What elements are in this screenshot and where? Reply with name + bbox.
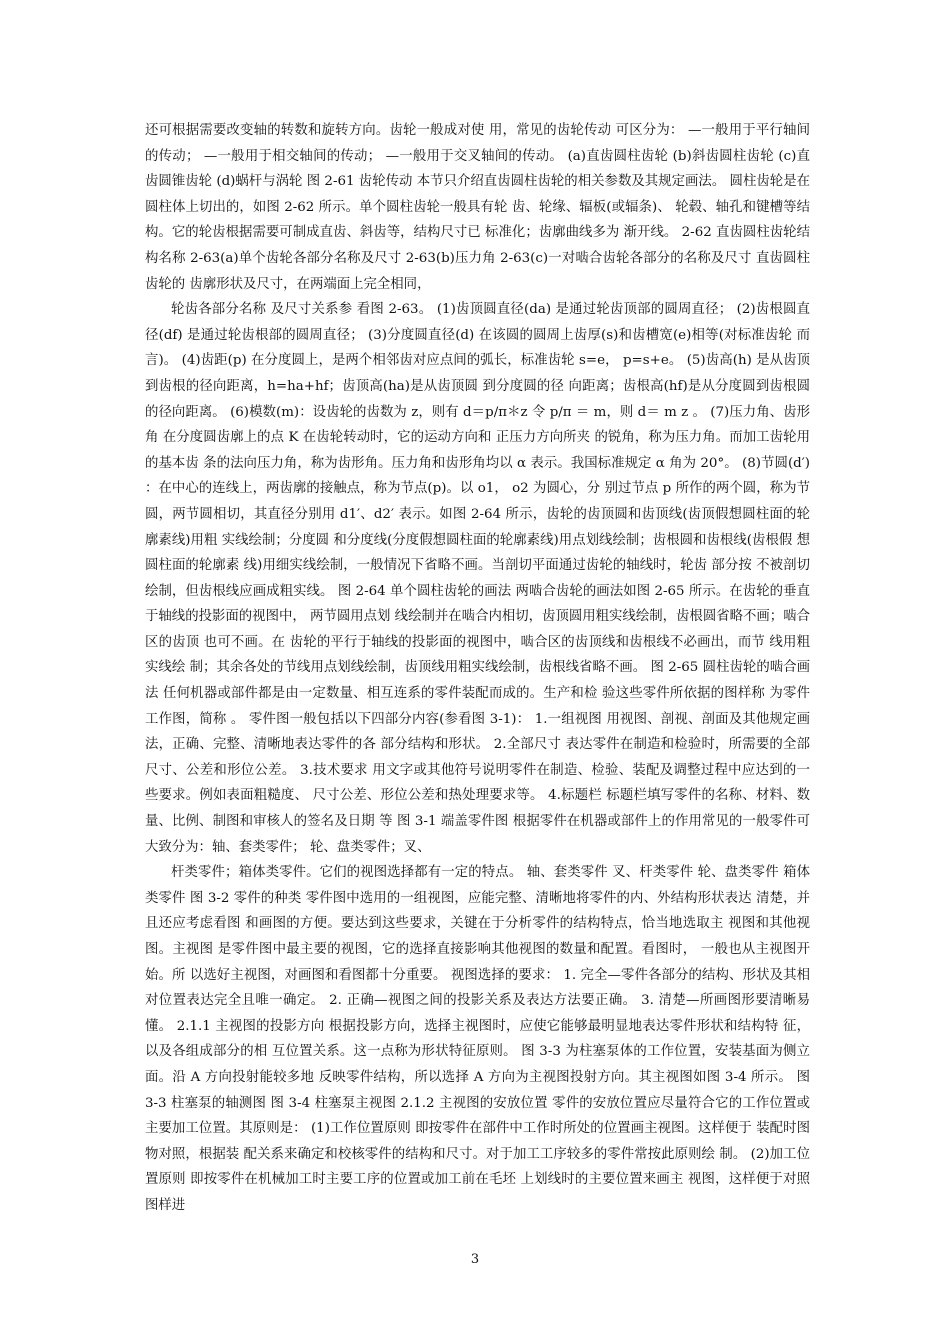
- page-number: 3: [470, 1252, 480, 1267]
- paragraph-3: 杆类零件；箱体类零件。它们的视图选择都有一定的特点。 轴、套类零件 叉、杆类零件 轮、盘类零件 箱体类零件 图 3-2 零件的种类 零件图中选用的一组视图，应能完整、清晰地将零件的内、外结构形状表达 清楚，并且还应考虑看图 和画图的方便。要达到这些要求，关键在于分析零件的结构特点，恰当地选取主 视图和其他视图。主视图 是零件图中最主要的视图，它的选择直接影响其他视图的数量和配置。看图时， 一般也从主视图开始。所 以选好主视图，对画图和看图都十分重要。 视图选择的要求： 1. 完全—零件各部分的结构、形状及其相对位置表达完全且唯一确定。 2. 正确—视图之间的投影关系及表达方法要正确。 3. 清楚—所画图形要清晰易懂。 2.1.1 主视图的投影方向 根据投影方向，选择主视图时，应使它能够最明显地表达零件形状和结构特 征，以及各组成部分的相 互位置关系。这一点称为形状特征原则。 图 3-3 为柱塞泵体的工作位置，安装基面为侧立面。沿 A 方向投射能较多地 反映零件结构，所以选择 A 方向为主视图投射方向。其主视图如图 3-4 所示。 图 3-3 柱塞泵的轴测图 图 3-4 柱塞泵主视图 2.1.2 主视图的安放位置 零件的安放位置应尽量符合它的工作位置或主要加工位置。其原则是： (1)工作位置原则 即按零件在部件中工作时所处的位置画主视图。这样便于 装配时图物对照，根据装 配关系来确定和校核零件的结构和尺寸。对于加工工序较多的零件常按此原则绘 制。 (2)加工位置原则 即按零件在机械加工时主要工序的位置或加工前在毛坯 上划线时的主要位置来画主 视图，这样便于对照图样进: [145, 865, 810, 1213]
- paragraph-2: 轮齿各部分名称 及尺寸关系参 看图 2-63。 (1)齿顶圆直径(da) 是通过轮齿顶部的圆周直径； (2)齿根圆直径(df) 是通过轮齿根部的圆周直径； (3)分度圆直径(d) 在该圆的圆周上齿厚(s)和齿槽宽(e)相等(对标准齿轮 而言)。 (4)齿距(p) 在分度圆上，是两个相邻齿对应点间的弧长，标准齿轮 s=e， p=s+e。 (5)齿高(h) 是从齿顶到齿根的径向距离，h=ha+hf；齿顶高(ha)是从齿顶圆 到分度圆的径 向距离；齿根高(hf)是从分度圆到齿根圆的径向距离。 (6)模数(m)：设齿轮的齿数为 z，则有 d＝p/π＊z 令 p/π ＝ m，则 d＝ m z 。 (7)压力角、齿形角 在分度圆齿廓上的点 K 在齿轮转动时，它的运动方向和 正压力方向所夹 的锐角，称为压力角。而加工齿轮用的基本齿 条的法向压力角，称为齿形角。压力角和齿形角均以 α 表示。我国标准规定 α 角为 20°。 (8)节圆(d′) ：在中心的连线上，两齿廓的接触点，称为节点(p)。以 o1， o2 为圆心，分 别过节点 p 所作的两个圆，称为节圆，两节圆相切，其直径分别用 d1′、d2′ 表示。如图 2-64 所示，齿轮的齿顶圆和齿顶线(齿顶假想圆柱面的轮廓素线)用粗 实线绘制；分度圆 和分度线(分度假想圆柱面的轮廓素线)用点划线绘制；齿根圆和齿根线(齿根假 想圆柱面的轮廓素 线)用细实线绘制，一般情况下省略不画。当剖切平面通过齿轮的轴线时，轮齿 部分按 不被剖切绘制，但齿根线应画成粗实线。 图 2-64 单个圆柱齿轮的画法 两啮合齿轮的画法如图 2-65 所示。在齿轮的垂直于轴线的投影面的视图中， 两节圆用点划 线绘制并在啮合内相切，齿顶圆用粗实线绘制，齿根圆省略不画；啮合区的齿顶 也可不画。在 齿轮的平行于轴线的投影面的视图中，啮合区的齿顶线和齿根线不必画出，而节 线用粗实线绘 制；其余各处的节线用点划线绘制，齿顶线用粗实线绘制，齿根线省略不画。 图 2-65 圆柱齿轮的啮合画法 任何机器或部件都是由一定数量、相互连系的零件装配而成的。生产和检 验这些零件所依据的图样称 为零件工作图，简称 。 零件图一般包括以下四部分内容(参看图 3-1)： 1.一组视图 用视图、剖视、剖面及其他规定画法，正确、完整、清晰地表达零件的各 部分结构和形状。 2.全部尺寸 表达零件在制造和检验时，所需要的全部尺寸、公差和形位公差。 3.技术要求 用文字或其他符号说明零件在制造、检验、装配及调整过程中应达到的一 些要求。例如表面粗糙度、 尺寸公差、形位公差和热处理要求等。 4.标题栏 标题栏填写零件的名称、材料、数量、比例、制图和审核人的签名及日期 等 图 3-1 端盖零件图 根据零件在机器或部件上的作用常见的一般零件可大致分为：轴、套类零件； 轮、盘类零件；叉、: [145, 302, 810, 855]
- paragraph-1: 还可根据需要改变轴的转数和旋转方向。齿轮一般成对使 用，常见的齿轮传动 可区分为： —一般用于平行轴间的传动； —一般用于相交轴间的传动； —一般用于交叉轴间的传动。 (a)直齿圆柱齿轮 (b)斜齿圆柱齿轮 (c)直齿圆锥齿轮 (d)蜗杆与涡轮 图 2-61 齿轮传动 本节只介绍直齿圆柱齿轮的相关参数及其规定画法。 圆柱齿轮是在圆柱体上切出的，如图 2-62 所示。单个圆柱齿轮一般具有轮 齿、轮缘、辐板(或辐条)、 轮毂、轴孔和键槽等结构。它的轮齿根据需要可制成直齿、斜齿等，结构尺寸已 标准化；齿廓曲线多为 渐开线。 2-62 直齿圆柱齿轮结构名称 2-63(a)单个齿轮各部分名称及尺寸 2-63(b)压力角 2-63(c)一对啮合齿轮各部分的名称及尺寸 直齿圆柱齿轮的 齿廓形状及尺寸，在两端面上完全相同，: [145, 123, 810, 292]
- body-text: [145, 118, 810, 1219]
